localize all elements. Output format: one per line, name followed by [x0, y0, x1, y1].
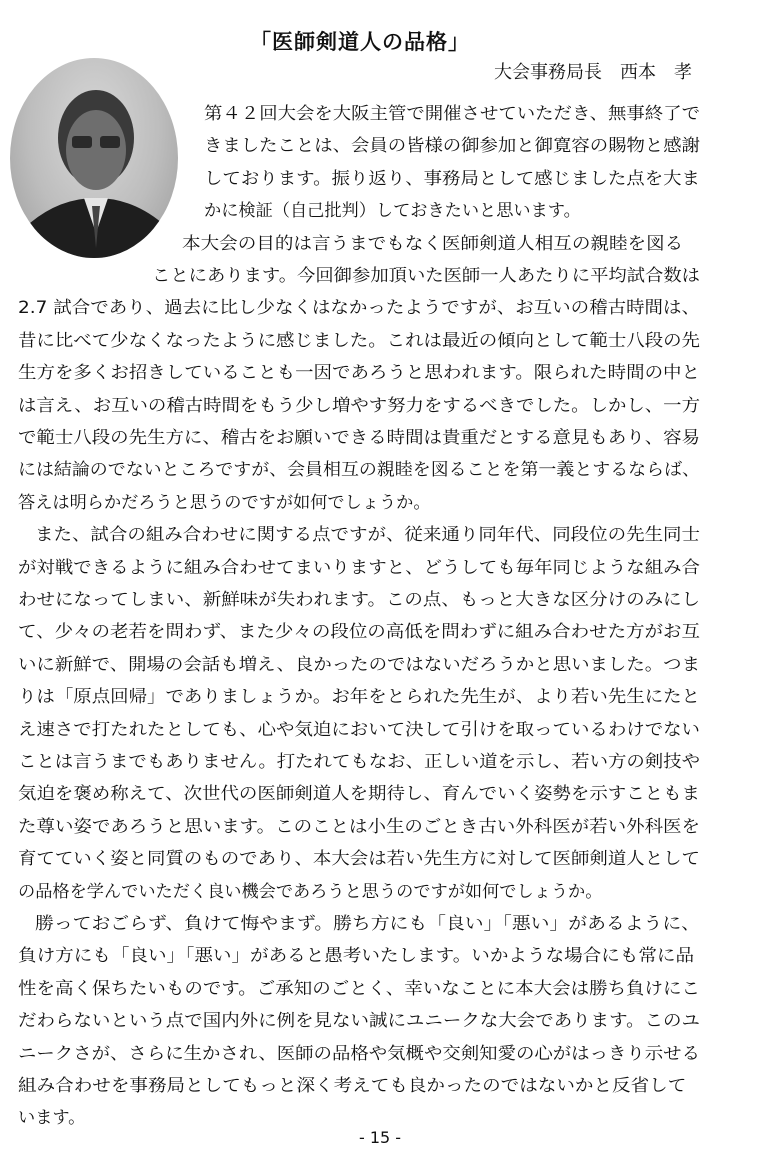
- body-line: 育てていく姿と同質のものであり、本大会は若い先生方に対して医師剣道人として: [18, 849, 700, 870]
- body-line: は言え、お互いの稽古時間をもう少し増やす努力をするべきでした。しかし、一方: [18, 395, 700, 416]
- body-line: ニークさが、さらに生かされ、医師の品格や気概や交剣知愛の心がはっきり示せる: [18, 1043, 700, 1064]
- body-line: いに新鮮で、開場の会話も増え、良かったのではないだろうかと思いました。つま: [18, 654, 701, 675]
- portrait-image: [10, 58, 178, 258]
- author-line: 大会事務局長 西本 孝: [494, 62, 692, 83]
- body-line: で範士八段の先生方に、稽古をお願いできる時間は貴重だとする意見もあり、容易: [18, 428, 700, 448]
- page-number: - 15 -: [358, 1128, 402, 1147]
- body-line: また、試合の組み合わせに関する点ですが、従来通り同年代、同段位の先生同士: [35, 525, 700, 546]
- body-line: 生方を多くお招きしていることも一因であろうと思われます。限られた時間の中と: [18, 363, 700, 384]
- body-line: だわらないという点で国内外に例を見ない誠にユニークな大会であります。このユ: [18, 1011, 700, 1032]
- body-line: には結論のでないところですが、会員相互の親睦を図ることを第一義とするならば、: [18, 460, 700, 481]
- author-portrait: [10, 58, 178, 258]
- body-line: りは「原点回帰」でありましょうか。お年をとられた先生が、より若い先生にたと: [18, 687, 700, 708]
- body-line: 昔に比べて少なくなったように感じました。これは最近の傾向として範士八段の先: [18, 330, 700, 351]
- body-line: 組み合わせを事務局としてもっと深く考えても良かったのではないかと反省して: [18, 1076, 687, 1096]
- body-line: た尊い姿であろうと思います。このことは小生のごとき古い外科医が若い外科医を: [18, 816, 700, 837]
- body-line: 負け方にも「良い」「悪い」があると愚考いたします。いかような場合にも常に品: [18, 946, 695, 967]
- body-line: 性を高く保ちたいものです。ご承知のごとく、幸いなことに本大会は勝ち負けにこ: [18, 978, 700, 999]
- body-line: て、少々の老若を問わず、また少々の段位の高低を問わずに組み合わせた方がお互: [18, 622, 700, 643]
- body-line: 本大会の目的は言うまでもなく医師剣道人相互の親睦を図る: [182, 233, 684, 254]
- body-line: 答えは明らかだろうと思うのですが如何でしょうか。: [18, 492, 431, 513]
- body-line: 勝っておごらず、負けて悔やまず。勝ち方にも「良い」「悪い」があるように、: [35, 914, 700, 934]
- body-line: の品格を学んでいただく良い機会であろうと思うのですが如何でしょうか。: [18, 881, 603, 902]
- body-line: が対戦できるように組み合わせてまいりますと、どうしても毎年同じような組み合: [18, 557, 700, 578]
- body-line: え速さで打たれたとしても、心や気迫において決して引けを取っているわけでない: [18, 719, 700, 740]
- body-line: わせになってしまい、新鮮味が失われます。この点、もっと大きな区分けのみにし: [18, 590, 700, 610]
- body-line: ことにあります。今回御参加頂いた医師一人あたりに平均試合数は: [152, 266, 700, 286]
- body-line: 2.7 試合であり、過去に比し少なくはなかったようですが、お互いの稽古時間は、: [18, 298, 700, 319]
- body-line: 気迫を褒め称えて、次世代の医師剣道人を期待し、育んでいく姿勢を示すこともま: [18, 784, 700, 805]
- body-line: います。: [18, 1108, 86, 1129]
- article-title: 「医師剣道人の品格」: [250, 30, 470, 54]
- body-line: かに検証（自己批判）しておきたいと思います。: [204, 201, 581, 222]
- body-line: ことは言うまでもありません。打たれてもなお、正しい道を示し、若い方の剣技や: [18, 752, 700, 772]
- body-line: きましたことは、会員の皆様の御参加と御寛容の賜物と感謝: [204, 136, 700, 157]
- body-line: しております。振り返り、事務局として感じました点を大ま: [204, 168, 700, 189]
- body-line: 第４２回大会を大阪主管で開催させていただき、無事終了で: [204, 104, 700, 124]
